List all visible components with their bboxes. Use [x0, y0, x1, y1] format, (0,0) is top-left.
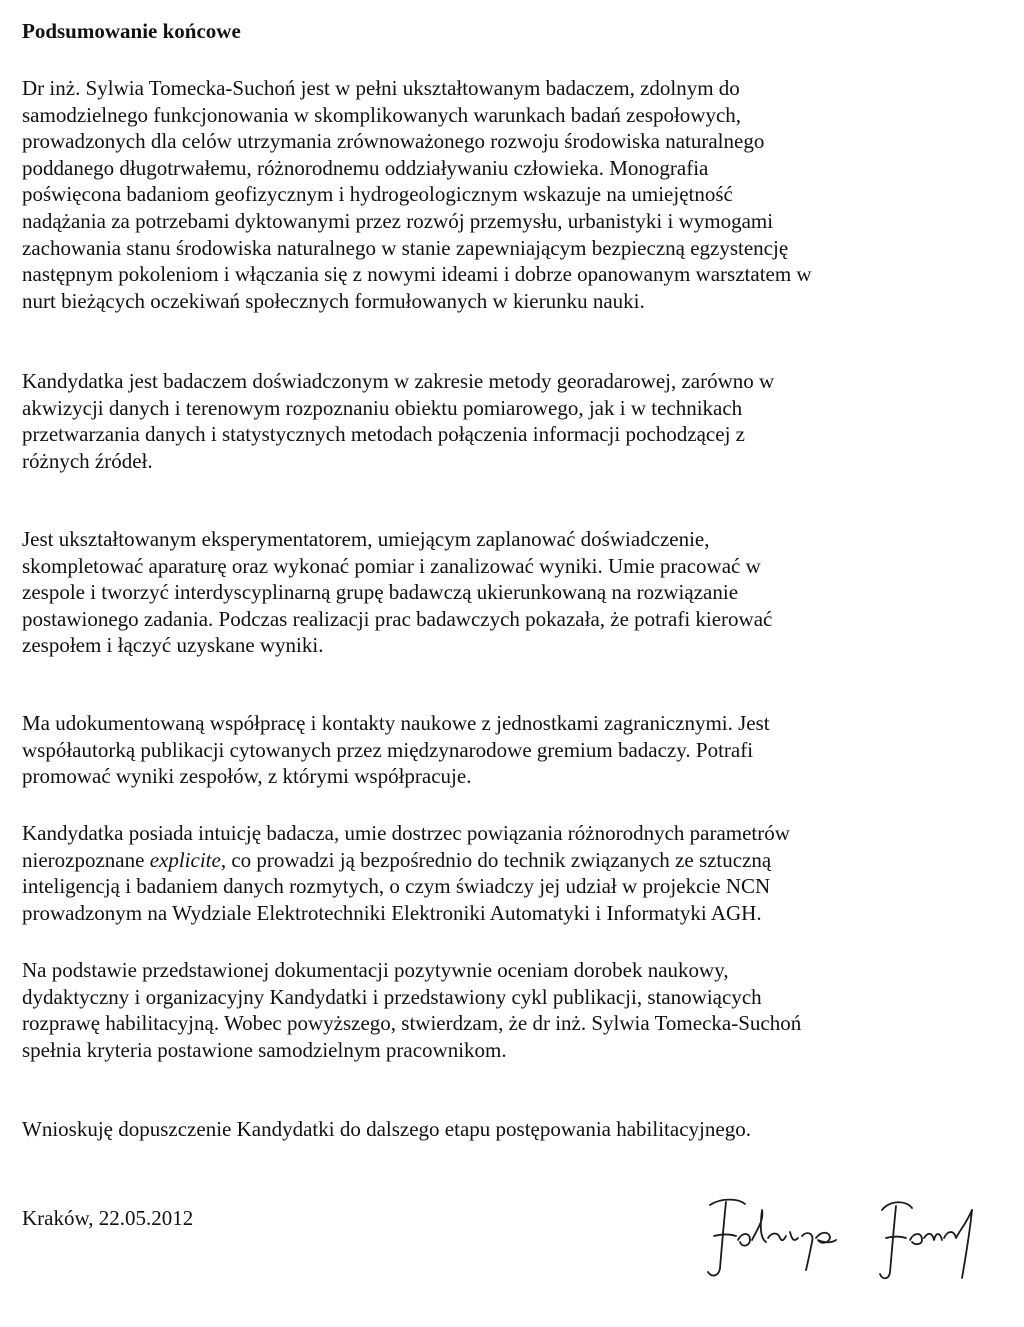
- text-line: rozprawę habilitacyjną. Wobec powyższego, stwierdzam, że dr inż. Sylwia Tomecka-Suchoń: [22, 1011, 802, 1036]
- text-line: następnym pokoleniom i włączania się z nowymi ideami i dobrze opanowanym warsztatem w: [22, 262, 812, 287]
- text-line: poświęcona badaniom geofizycznym i hydrogeologicznym wskazuje na umiejętność: [22, 182, 733, 207]
- text-line: Kandydatka jest badaczem doświadczonym w zakresie metody georadarowej, zarówno w: [22, 369, 775, 393]
- text-line: prowadzonych dla celów utrzymania zrównoważonego rozwoju środowiska naturalnego: [22, 129, 765, 154]
- text-line: Na podstawie przedstawionej dokumentacji pozytywnie oceniam dorobek naukowy,: [22, 958, 729, 982]
- document-date: Kraków, 22.05.2012: [22, 1206, 194, 1230]
- text-line: prowadzonym na Wydziale Elektrotechniki Elektroniki Automatyki i Informatyki AGH.: [22, 900, 762, 925]
- text-line: promować wyniki zespołów, z którymi współpracuje.: [22, 764, 472, 789]
- handwritten-signature: [690, 1180, 990, 1290]
- text-line: Jest ukształtowanym eksperymentatorem, umiejącym zaplanować doświadczenie,: [22, 527, 710, 551]
- text-line: spełnia kryteria postawione samodzielnym pracownikom.: [22, 1037, 507, 1062]
- paragraph-conclusion: [22, 1116, 1002, 1143]
- text-line: postawionego zadania. Podczas realizacji prac badawczych pokazała, że potrafi kierować: [22, 606, 773, 631]
- text-line: współautorką publikacji cytowanych przez międzynarodowe gremium badaczy. Potrafi: [22, 737, 754, 762]
- text-line: Dr inż. Sylwia Tomecka-Suchoń jest w pełni ukształtowanym badaczem, zdolnym do: [22, 76, 740, 100]
- document-heading: Podsumowanie końcowe: [22, 19, 241, 43]
- paragraph-intuition: [22, 820, 1002, 926]
- text-line: Kandydatka posiada intuicję badacza, umie dostrzec powiązania różnorodnych parametrów: [22, 821, 790, 845]
- text-line: różnych źródeł.: [22, 448, 153, 473]
- paragraph-georadar: [22, 368, 1002, 474]
- text-segment: , co prowadzi ją bezpośrednio do technik związanych ze sztuczną: [220, 847, 772, 872]
- italic-term: explicite: [149, 847, 221, 872]
- text-line: samodzielnego funkcjonowania w skomplikowanych warunkach badań zespołowych,: [22, 102, 742, 127]
- paragraph-summary: [22, 75, 1002, 314]
- text-line: inteligencją i badaniem danych rozmytych, o czym świadczy jej udział w projekcie NCN: [22, 874, 771, 899]
- text-line: nadążania za potrzebami dyktowanymi przez rozwój przemysłu, urbanistyki i wymogami: [22, 208, 774, 233]
- text-segment: nierozpoznane: [22, 847, 150, 872]
- text-line: akwizycji danych i terenowym rozpoznaniu obiektu pomiarowego, jak i w technikach: [22, 395, 743, 420]
- text-line: poddanego długotrwałemu, różnorodnemu oddziaływaniu człowieka. Monografia: [22, 155, 709, 180]
- paragraph-experimenter: [22, 526, 1002, 659]
- text-line: Wnioskuję dopuszczenie Kandydatki do dalszego etapu postępowania habilitacyjnego.: [22, 1117, 751, 1141]
- text-line: przetwarzania danych i statystycznych metodach połączenia informacji pochodzącej z: [22, 422, 745, 447]
- text-line: nurt bieżących oczekiwań społecznych formułowanych w kierunku nauki.: [22, 288, 645, 313]
- text-line: Ma udokumentowaną współpracę i kontakty naukowe z jednostkami zagranicznymi. Jest: [22, 711, 770, 735]
- text-line: zespole i tworzyć interdyscyplinarną grupę badawczą ukierunkowaną na rozwiązanie: [22, 580, 739, 605]
- text-line: [22, 847, 1002, 874]
- text-line: dydaktyczny i organizacyjny Kandydatki i przedstawiony cykl publikacji, stanowiących: [22, 984, 762, 1009]
- text-line: zachowania stanu środowiska naturalnego w stanie zapewniającym bezpieczną egzystencję: [22, 235, 789, 260]
- paragraph-cooperation: [22, 710, 1002, 790]
- text-line: zespołem i łączyć uzyskane wyniki.: [22, 633, 324, 658]
- paragraph-evaluation: [22, 957, 1002, 1063]
- text-line: skompletować aparaturę oraz wykonać pomiar i zanalizować wyniki. Umie pracować w: [22, 553, 761, 578]
